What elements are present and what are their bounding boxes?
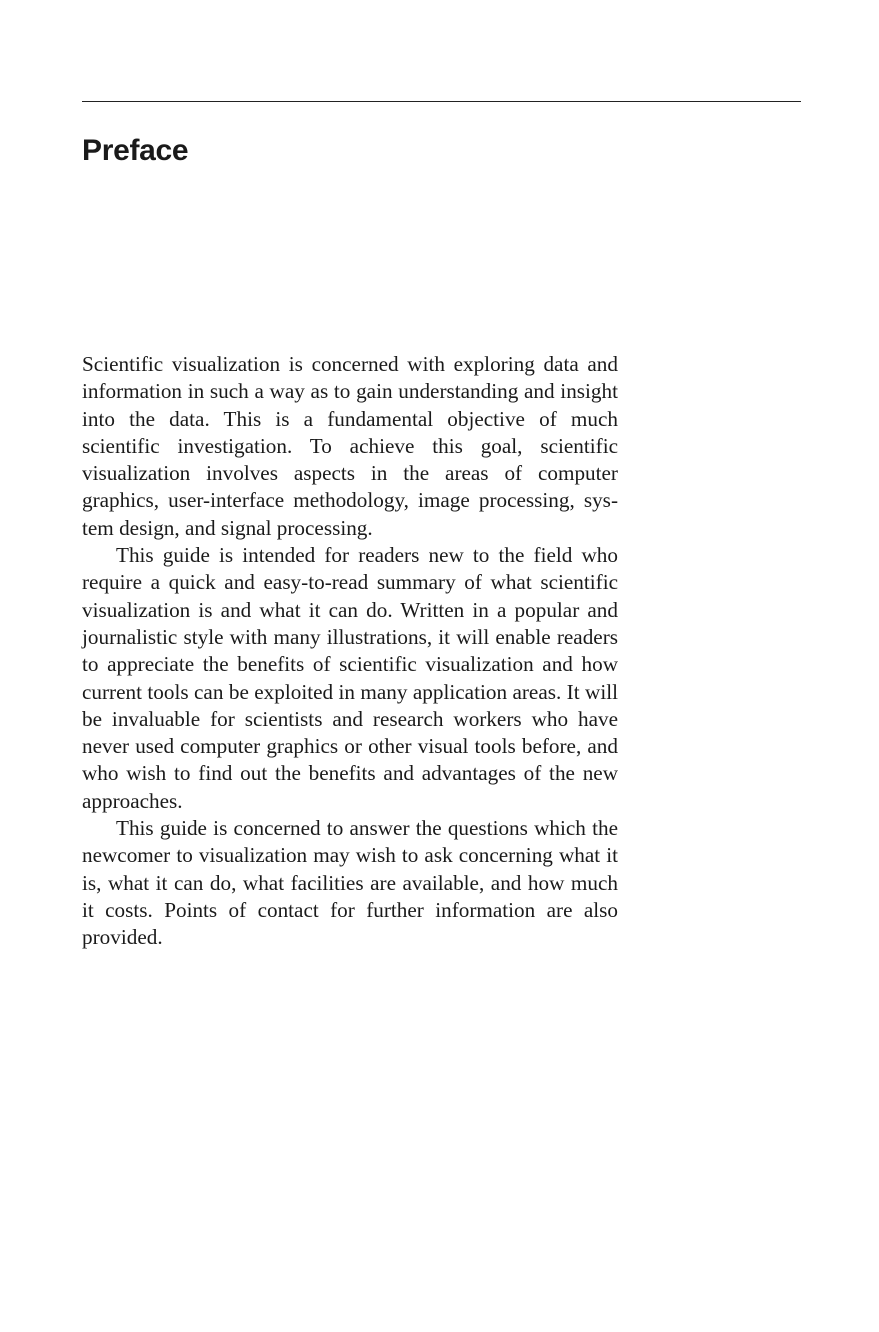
paragraph-3: This guide is concerned to answer the questions which the newcomer to visualization may wish to ask concerning what it is, what it can do, what facilities are available, and how much it costs. Points of contact for further information are also provided.: [82, 816, 618, 950]
chapter-title: Preface: [82, 134, 189, 167]
preface-body: [82, 351, 618, 952]
paragraph-1: Scientific visualization is concerned with exploring data and information in such a way as to gain understanding and insight into the data. This is a fundamental objective of much scientific investigation. To achieve this goal, scientific visualization involves aspects in the areas of computer graphics, user-interface methodology, image processing, system design, and signal processing.: [82, 352, 618, 540]
paragraph-2: This guide is intended for readers new to the field who require a quick and easy-to-read summary of what scientific visualization is and what it can do. Written in a popular and journalistic style with many illustrations, it will enable readers to appreciate the benefits of scientific visualization and how current tools can be exploited in many application areas. It will be invaluable for scientists and research workers who have never used computer graphics or other visual tools before, and who wish to find out the benefits and advantages of the new approaches.: [82, 543, 618, 813]
header-rule: [82, 101, 801, 102]
